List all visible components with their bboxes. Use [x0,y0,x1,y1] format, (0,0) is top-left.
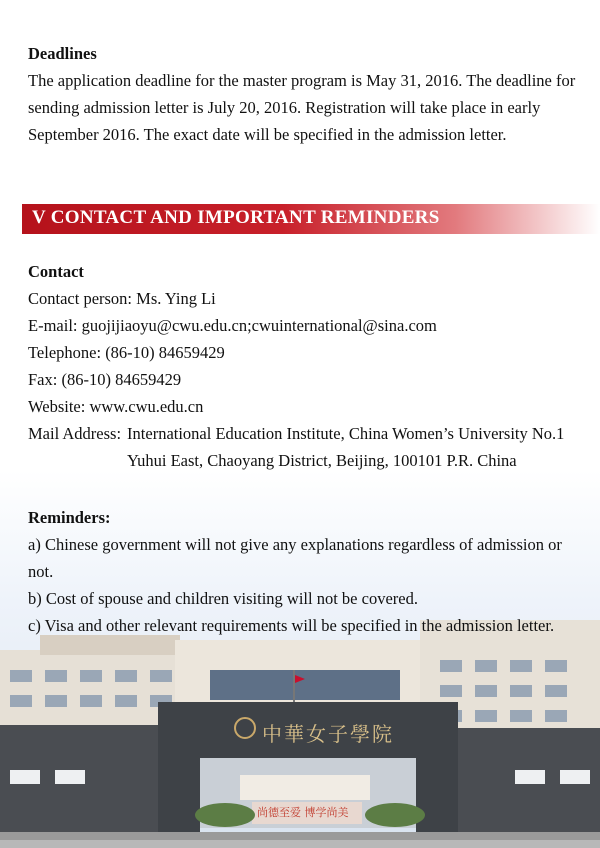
contact-website: Website: www.cwu.edu.cn [28,397,204,416]
gate-motto: 尚德至爱 博学尚美 [257,806,349,819]
deadlines-section [28,40,588,148]
reminders-heading: Reminders: [28,508,111,527]
mail-address-value: International Education Institute, China Women’s University No.1 Yuhui East, Chaoyang District, Beijing, 100101 P.R. China [127,424,565,470]
section-banner [22,204,600,234]
mail-address [28,420,588,474]
contact-email: E-mail: guojijiaoyu@cwu.edu.cn;cwuinternational@sina.com [28,316,437,335]
deadlines-body: The application deadline for the master program is May 31, 2016. The deadline for sending admission letter is July 20, 2016. Registration will take place in early September 2016. The exact date will be specified in the admission letter. [28,71,576,144]
reminders-section [28,504,588,639]
section-banner-title: V CONTACT AND IMPORTANT REMINDERS [32,207,440,228]
reminder-item: c) Visa and other relevant requirements will be specified in the admission letter. [28,616,555,635]
reminder-item: b) Cost of spouse and children visiting will not be covered. [28,589,418,608]
deadlines-heading: Deadlines [28,44,97,63]
contact-person: Contact person: Ms. Ying Li [28,289,216,308]
contact-section [28,258,588,474]
reminder-item: a) Chinese government will not give any explanations regardless of admission or not. [28,535,562,581]
contact-telephone: Telephone: (86-10) 84659429 [28,343,225,362]
contact-fax: Fax: (86-10) 84659429 [28,370,182,389]
contact-heading: Contact [28,262,84,281]
mail-address-label: Mail Address: [28,424,122,443]
gate-sign: 中華女子學院 [262,722,394,746]
